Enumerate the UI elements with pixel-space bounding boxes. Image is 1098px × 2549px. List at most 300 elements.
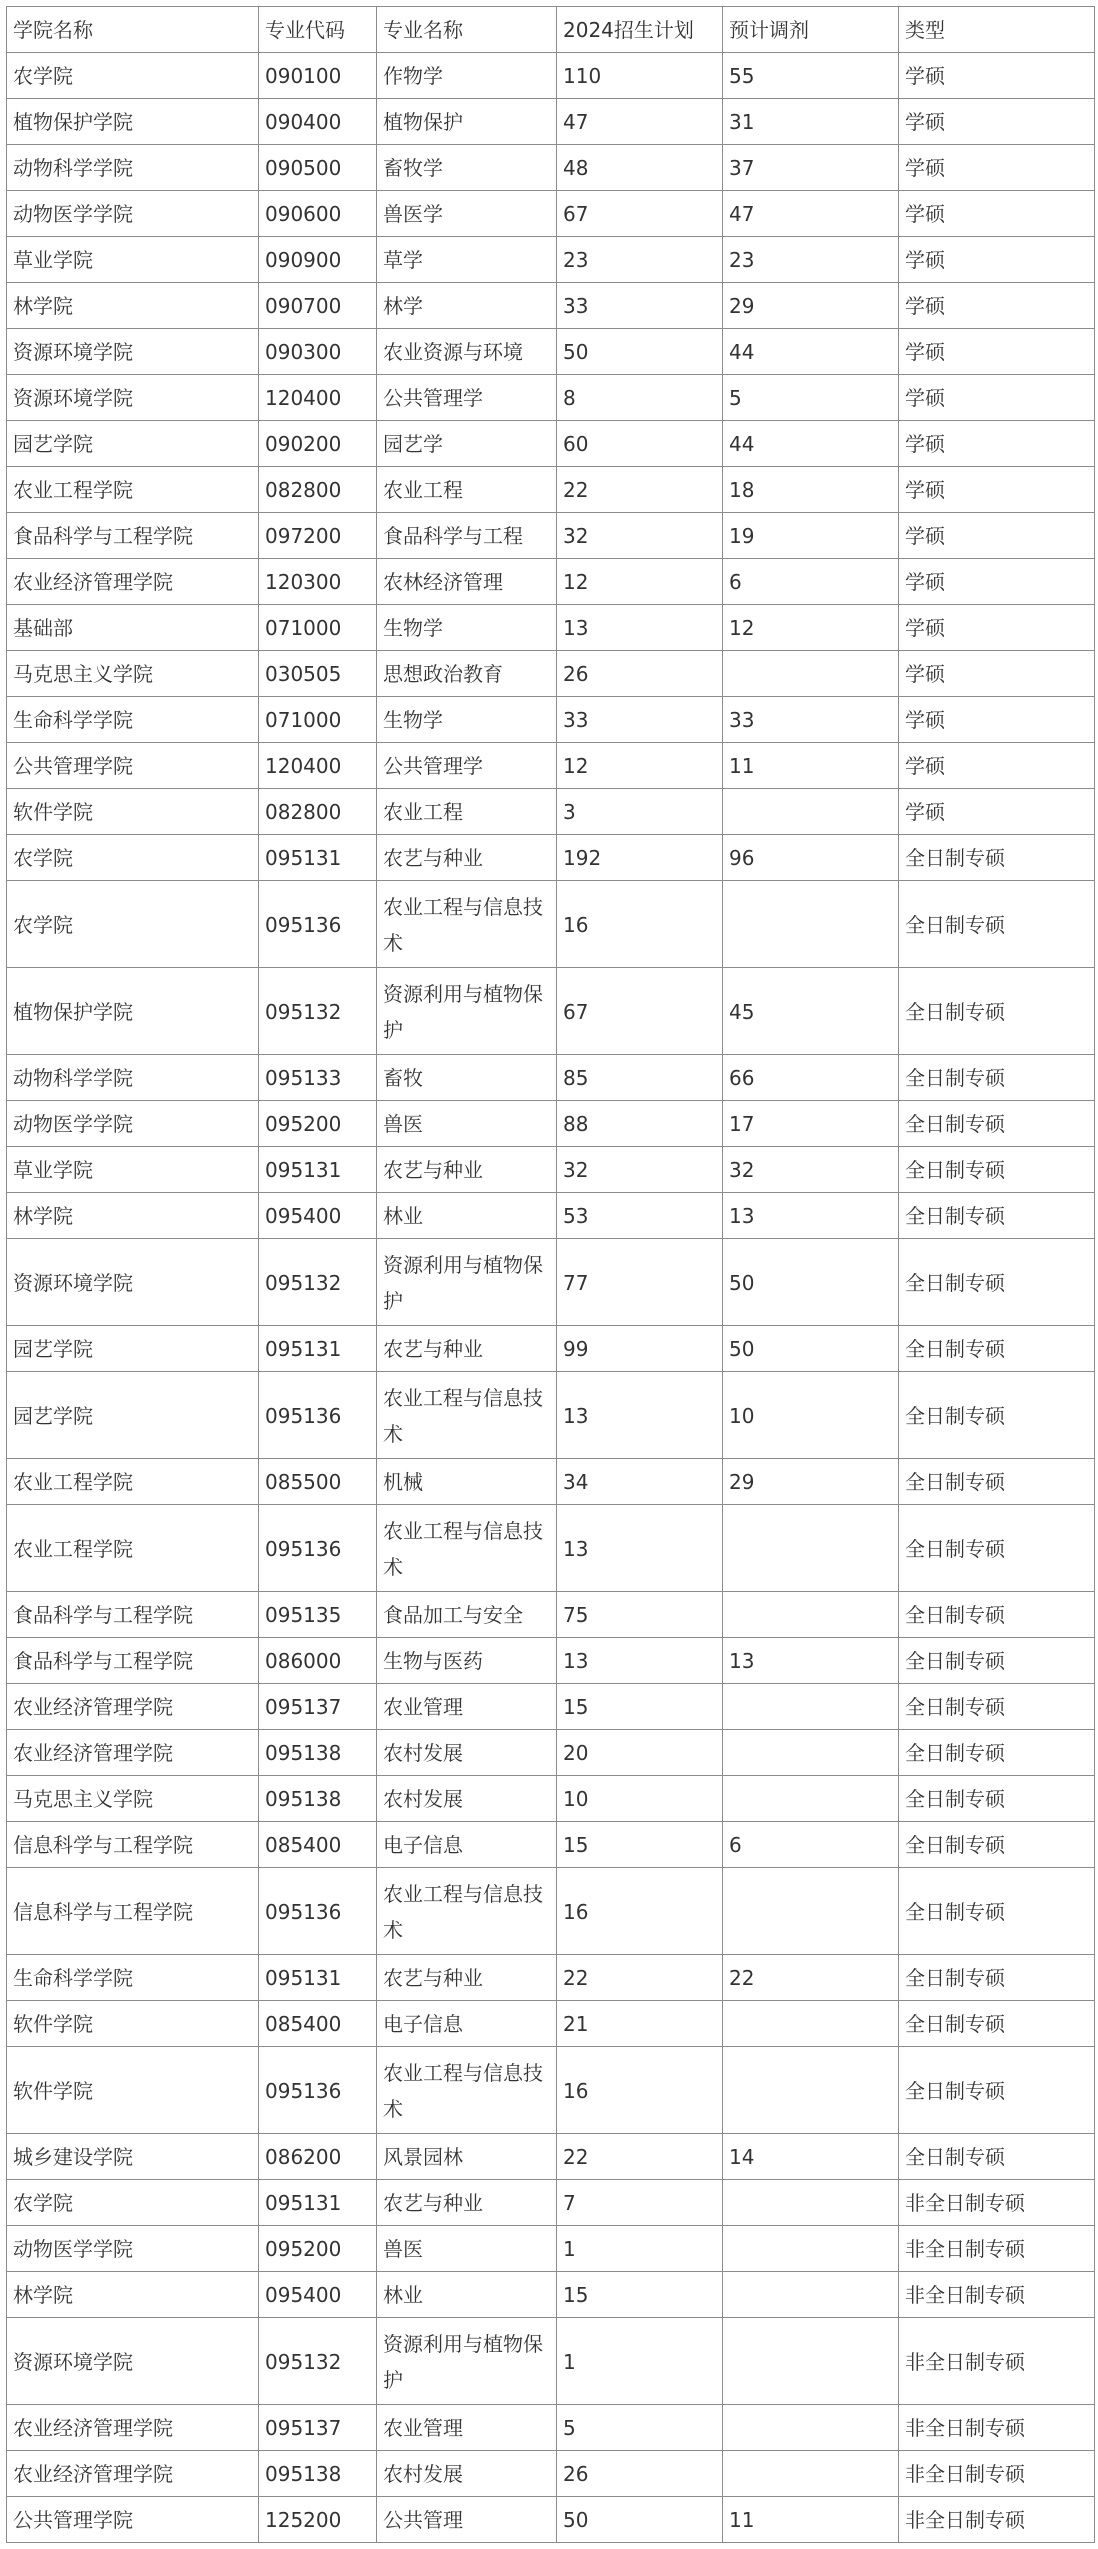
plan-cell: 50 <box>557 2497 723 2543</box>
college-cell: 软件学院 <box>7 2001 259 2047</box>
college-cell: 草业学院 <box>7 1147 259 1193</box>
table-row <box>7 1326 1095 1372</box>
plan-cell: 21 <box>557 2001 723 2047</box>
table-row <box>7 881 1095 968</box>
major-code-cell: 030505 <box>259 651 377 697</box>
type-cell: 非全日制专硕 <box>899 2497 1095 2543</box>
college-cell: 植物保护学院 <box>7 968 259 1055</box>
college-cell: 园艺学院 <box>7 1372 259 1459</box>
adjustment-cell: 13 <box>723 1638 899 1684</box>
major-code-cell: 120400 <box>259 375 377 421</box>
table-row <box>7 329 1095 375</box>
table-header <box>7 7 1095 53</box>
major-code-cell: 095136 <box>259 1868 377 1955</box>
plan-cell: 15 <box>557 1684 723 1730</box>
adjustment-cell <box>723 1684 899 1730</box>
major-code-cell: 095131 <box>259 1326 377 1372</box>
header-college: 学院名称 <box>7 7 259 53</box>
major-name-cell: 农业管理 <box>377 2405 557 2451</box>
plan-cell: 3 <box>557 789 723 835</box>
table-row <box>7 651 1095 697</box>
table-row <box>7 2318 1095 2405</box>
type-cell: 学硕 <box>899 513 1095 559</box>
type-cell: 全日制专硕 <box>899 2047 1095 2134</box>
table-row <box>7 743 1095 789</box>
college-cell: 林学院 <box>7 1193 259 1239</box>
major-name-cell: 农业资源与环境 <box>377 329 557 375</box>
major-name-cell: 农艺与种业 <box>377 835 557 881</box>
table-row <box>7 2134 1095 2180</box>
plan-cell: 22 <box>557 467 723 513</box>
type-cell: 学硕 <box>899 651 1095 697</box>
type-cell: 全日制专硕 <box>899 1776 1095 1822</box>
plan-cell: 16 <box>557 2047 723 2134</box>
major-name-cell: 农业工程与信息技术 <box>377 1868 557 1955</box>
major-code-cell: 090700 <box>259 283 377 329</box>
major-code-cell: 095400 <box>259 1193 377 1239</box>
adjustment-cell <box>723 2451 899 2497</box>
college-cell: 资源环境学院 <box>7 1239 259 1326</box>
college-cell: 植物保护学院 <box>7 99 259 145</box>
plan-cell: 22 <box>557 1955 723 2001</box>
table-row <box>7 1459 1095 1505</box>
major-code-cell: 095200 <box>259 2226 377 2272</box>
table-row <box>7 2405 1095 2451</box>
plan-cell: 99 <box>557 1326 723 1372</box>
major-name-cell: 林学 <box>377 283 557 329</box>
adjustment-cell: 44 <box>723 421 899 467</box>
major-code-cell: 095400 <box>259 2272 377 2318</box>
major-code-cell: 125200 <box>259 2497 377 2543</box>
header-major-code: 专业代码 <box>259 7 377 53</box>
major-code-cell: 095136 <box>259 2047 377 2134</box>
major-name-cell: 园艺学 <box>377 421 557 467</box>
plan-cell: 33 <box>557 283 723 329</box>
type-cell: 全日制专硕 <box>899 1101 1095 1147</box>
adjustment-cell: 19 <box>723 513 899 559</box>
plan-cell: 53 <box>557 1193 723 1239</box>
type-cell: 学硕 <box>899 467 1095 513</box>
header-type: 类型 <box>899 7 1095 53</box>
type-cell: 全日制专硕 <box>899 1147 1095 1193</box>
college-cell: 信息科学与工程学院 <box>7 1868 259 1955</box>
major-name-cell: 兽医学 <box>377 191 557 237</box>
table-row <box>7 1505 1095 1592</box>
major-code-cell: 071000 <box>259 697 377 743</box>
type-cell: 学硕 <box>899 99 1095 145</box>
table-row <box>7 1592 1095 1638</box>
major-name-cell: 农村发展 <box>377 1776 557 1822</box>
college-cell: 草业学院 <box>7 237 259 283</box>
adjustment-cell: 31 <box>723 99 899 145</box>
adjustment-cell: 14 <box>723 2134 899 2180</box>
major-code-cell: 071000 <box>259 605 377 651</box>
major-code-cell: 120300 <box>259 559 377 605</box>
table-row <box>7 1147 1095 1193</box>
type-cell: 学硕 <box>899 145 1095 191</box>
type-cell: 非全日制专硕 <box>899 2180 1095 2226</box>
adjustment-cell: 44 <box>723 329 899 375</box>
table-row <box>7 1822 1095 1868</box>
adjustment-cell: 50 <box>723 1239 899 1326</box>
college-cell: 农业经济管理学院 <box>7 1730 259 1776</box>
table-body <box>7 53 1095 2543</box>
college-cell: 动物科学学院 <box>7 1055 259 1101</box>
plan-cell: 13 <box>557 605 723 651</box>
table-row <box>7 2272 1095 2318</box>
major-name-cell: 农林经济管理 <box>377 559 557 605</box>
adjustment-cell: 22 <box>723 1955 899 2001</box>
table-row <box>7 2226 1095 2272</box>
major-code-cell: 085400 <box>259 1822 377 1868</box>
adjustment-cell <box>723 881 899 968</box>
adjustment-cell: 23 <box>723 237 899 283</box>
plan-cell: 32 <box>557 513 723 559</box>
table-row <box>7 835 1095 881</box>
major-name-cell: 资源利用与植物保护 <box>377 968 557 1055</box>
plan-cell: 15 <box>557 2272 723 2318</box>
plan-cell: 12 <box>557 743 723 789</box>
table-row <box>7 1776 1095 1822</box>
plan-cell: 48 <box>557 145 723 191</box>
type-cell: 全日制专硕 <box>899 1730 1095 1776</box>
college-cell: 农学院 <box>7 53 259 99</box>
header-major-name: 专业名称 <box>377 7 557 53</box>
table-row <box>7 1638 1095 1684</box>
table-row <box>7 1372 1095 1459</box>
major-name-cell: 农村发展 <box>377 1730 557 1776</box>
plan-cell: 47 <box>557 99 723 145</box>
table-row <box>7 99 1095 145</box>
major-name-cell: 农业工程与信息技术 <box>377 2047 557 2134</box>
type-cell: 学硕 <box>899 283 1095 329</box>
table-row <box>7 513 1095 559</box>
college-cell: 软件学院 <box>7 2047 259 2134</box>
plan-cell: 34 <box>557 1459 723 1505</box>
plan-cell: 22 <box>557 2134 723 2180</box>
table-row <box>7 2180 1095 2226</box>
type-cell: 全日制专硕 <box>899 2001 1095 2047</box>
major-code-cell: 095135 <box>259 1592 377 1638</box>
type-cell: 非全日制专硕 <box>899 2405 1095 2451</box>
type-cell: 非全日制专硕 <box>899 2318 1095 2405</box>
major-code-cell: 086200 <box>259 2134 377 2180</box>
type-cell: 学硕 <box>899 421 1095 467</box>
type-cell: 全日制专硕 <box>899 1955 1095 2001</box>
adjustment-cell: 37 <box>723 145 899 191</box>
adjustment-cell: 29 <box>723 1459 899 1505</box>
type-cell: 全日制专硕 <box>899 835 1095 881</box>
major-name-cell: 农业管理 <box>377 1684 557 1730</box>
plan-cell: 15 <box>557 1822 723 1868</box>
enrollment-table <box>6 6 1095 2543</box>
header-plan-2024: 2024招生计划 <box>557 7 723 53</box>
table-row <box>7 789 1095 835</box>
table-row <box>7 559 1095 605</box>
major-code-cell: 090600 <box>259 191 377 237</box>
college-cell: 公共管理学院 <box>7 743 259 789</box>
plan-cell: 23 <box>557 237 723 283</box>
college-cell: 林学院 <box>7 2272 259 2318</box>
major-name-cell: 农业工程 <box>377 467 557 513</box>
major-name-cell: 林业 <box>377 1193 557 1239</box>
type-cell: 全日制专硕 <box>899 968 1095 1055</box>
table-row <box>7 283 1095 329</box>
table-row <box>7 2001 1095 2047</box>
major-name-cell: 草学 <box>377 237 557 283</box>
plan-cell: 20 <box>557 1730 723 1776</box>
major-code-cell: 095131 <box>259 2180 377 2226</box>
major-code-cell: 090400 <box>259 99 377 145</box>
adjustment-cell: 11 <box>723 2497 899 2543</box>
major-code-cell: 090100 <box>259 53 377 99</box>
adjustment-cell: 6 <box>723 559 899 605</box>
table-row <box>7 1239 1095 1326</box>
college-cell: 园艺学院 <box>7 1326 259 1372</box>
plan-cell: 110 <box>557 53 723 99</box>
major-name-cell: 兽医 <box>377 1101 557 1147</box>
table-row <box>7 968 1095 1055</box>
adjustment-cell <box>723 2001 899 2047</box>
type-cell: 全日制专硕 <box>899 1239 1095 1326</box>
type-cell: 非全日制专硕 <box>899 2272 1095 2318</box>
major-name-cell: 林业 <box>377 2272 557 2318</box>
major-name-cell: 生物与医药 <box>377 1638 557 1684</box>
adjustment-cell: 12 <box>723 605 899 651</box>
major-name-cell: 植物保护 <box>377 99 557 145</box>
major-code-cell: 095138 <box>259 1776 377 1822</box>
type-cell: 学硕 <box>899 375 1095 421</box>
adjustment-cell <box>723 1776 899 1822</box>
type-cell: 全日制专硕 <box>899 1055 1095 1101</box>
adjustment-cell: 6 <box>723 1822 899 1868</box>
type-cell: 全日制专硕 <box>899 1868 1095 1955</box>
table-row <box>7 1868 1095 1955</box>
major-name-cell: 公共管理学 <box>377 743 557 789</box>
type-cell: 学硕 <box>899 329 1095 375</box>
plan-cell: 32 <box>557 1147 723 1193</box>
type-cell: 学硕 <box>899 743 1095 789</box>
college-cell: 园艺学院 <box>7 421 259 467</box>
plan-cell: 13 <box>557 1638 723 1684</box>
adjustment-cell: 32 <box>723 1147 899 1193</box>
college-cell: 软件学院 <box>7 789 259 835</box>
major-name-cell: 农艺与种业 <box>377 1326 557 1372</box>
table-row <box>7 2497 1095 2543</box>
major-code-cell: 095137 <box>259 2405 377 2451</box>
table-row <box>7 2451 1095 2497</box>
enrollment-table-container <box>6 6 1095 2543</box>
type-cell: 学硕 <box>899 191 1095 237</box>
adjustment-cell <box>723 2047 899 2134</box>
major-name-cell: 食品加工与安全 <box>377 1592 557 1638</box>
major-code-cell: 095131 <box>259 835 377 881</box>
adjustment-cell: 11 <box>723 743 899 789</box>
major-code-cell: 097200 <box>259 513 377 559</box>
plan-cell: 5 <box>557 2405 723 2451</box>
college-cell: 林学院 <box>7 283 259 329</box>
adjustment-cell <box>723 2226 899 2272</box>
plan-cell: 13 <box>557 1372 723 1459</box>
major-name-cell: 资源利用与植物保护 <box>377 2318 557 2405</box>
college-cell: 动物医学学院 <box>7 2226 259 2272</box>
major-code-cell: 095136 <box>259 1505 377 1592</box>
table-row <box>7 145 1095 191</box>
major-name-cell: 资源利用与植物保护 <box>377 1239 557 1326</box>
adjustment-cell <box>723 1730 899 1776</box>
major-name-cell: 电子信息 <box>377 2001 557 2047</box>
adjustment-cell: 5 <box>723 375 899 421</box>
table-row <box>7 2047 1095 2134</box>
plan-cell: 67 <box>557 968 723 1055</box>
table-row <box>7 237 1095 283</box>
plan-cell: 12 <box>557 559 723 605</box>
major-name-cell: 公共管理 <box>377 2497 557 2543</box>
table-row <box>7 1193 1095 1239</box>
major-code-cell: 120400 <box>259 743 377 789</box>
adjustment-cell <box>723 2318 899 2405</box>
adjustment-cell: 50 <box>723 1326 899 1372</box>
major-code-cell: 095132 <box>259 1239 377 1326</box>
plan-cell: 13 <box>557 1505 723 1592</box>
adjustment-cell <box>723 651 899 697</box>
college-cell: 动物医学学院 <box>7 191 259 237</box>
type-cell: 全日制专硕 <box>899 1326 1095 1372</box>
college-cell: 农业经济管理学院 <box>7 1684 259 1730</box>
adjustment-cell <box>723 789 899 835</box>
major-code-cell: 095137 <box>259 1684 377 1730</box>
table-row <box>7 1101 1095 1147</box>
type-cell: 学硕 <box>899 53 1095 99</box>
major-name-cell: 生物学 <box>377 697 557 743</box>
major-name-cell: 农艺与种业 <box>377 1955 557 2001</box>
table-row <box>7 1684 1095 1730</box>
type-cell: 学硕 <box>899 559 1095 605</box>
major-name-cell: 食品科学与工程 <box>377 513 557 559</box>
plan-cell: 26 <box>557 651 723 697</box>
plan-cell: 1 <box>557 2226 723 2272</box>
college-cell: 资源环境学院 <box>7 329 259 375</box>
type-cell: 全日制专硕 <box>899 881 1095 968</box>
plan-cell: 50 <box>557 329 723 375</box>
college-cell: 公共管理学院 <box>7 2497 259 2543</box>
college-cell: 马克思主义学院 <box>7 651 259 697</box>
adjustment-cell: 10 <box>723 1372 899 1459</box>
type-cell: 全日制专硕 <box>899 1193 1095 1239</box>
adjustment-cell <box>723 1505 899 1592</box>
major-code-cell: 095138 <box>259 1730 377 1776</box>
major-name-cell: 农村发展 <box>377 2451 557 2497</box>
college-cell: 信息科学与工程学院 <box>7 1822 259 1868</box>
major-code-cell: 095200 <box>259 1101 377 1147</box>
college-cell: 食品科学与工程学院 <box>7 1592 259 1638</box>
plan-cell: 7 <box>557 2180 723 2226</box>
adjustment-cell: 66 <box>723 1055 899 1101</box>
major-name-cell: 思想政治教育 <box>377 651 557 697</box>
type-cell: 全日制专硕 <box>899 1638 1095 1684</box>
table-row <box>7 1730 1095 1776</box>
college-cell: 农业工程学院 <box>7 1505 259 1592</box>
college-cell: 农业经济管理学院 <box>7 2405 259 2451</box>
plan-cell: 67 <box>557 191 723 237</box>
plan-cell: 85 <box>557 1055 723 1101</box>
plan-cell: 33 <box>557 697 723 743</box>
major-name-cell: 农艺与种业 <box>377 2180 557 2226</box>
major-name-cell: 兽医 <box>377 2226 557 2272</box>
college-cell: 动物科学学院 <box>7 145 259 191</box>
type-cell: 全日制专硕 <box>899 1592 1095 1638</box>
type-cell: 非全日制专硕 <box>899 2226 1095 2272</box>
major-name-cell: 农业工程 <box>377 789 557 835</box>
major-name-cell: 农业工程与信息技术 <box>377 1505 557 1592</box>
major-name-cell: 农艺与种业 <box>377 1147 557 1193</box>
table-row <box>7 605 1095 651</box>
plan-cell: 77 <box>557 1239 723 1326</box>
college-cell: 生命科学学院 <box>7 1955 259 2001</box>
table-row <box>7 53 1095 99</box>
major-code-cell: 095136 <box>259 1372 377 1459</box>
plan-cell: 192 <box>557 835 723 881</box>
adjustment-cell: 45 <box>723 968 899 1055</box>
adjustment-cell <box>723 2405 899 2451</box>
college-cell: 农学院 <box>7 881 259 968</box>
adjustment-cell: 13 <box>723 1193 899 1239</box>
adjustment-cell: 55 <box>723 53 899 99</box>
header-row <box>7 7 1095 53</box>
type-cell: 全日制专硕 <box>899 1684 1095 1730</box>
adjustment-cell <box>723 2272 899 2318</box>
college-cell: 食品科学与工程学院 <box>7 513 259 559</box>
college-cell: 食品科学与工程学院 <box>7 1638 259 1684</box>
college-cell: 农业经济管理学院 <box>7 2451 259 2497</box>
major-name-cell: 作物学 <box>377 53 557 99</box>
major-code-cell: 090300 <box>259 329 377 375</box>
type-cell: 全日制专硕 <box>899 1459 1095 1505</box>
table-row <box>7 697 1095 743</box>
major-code-cell: 095131 <box>259 1955 377 2001</box>
adjustment-cell: 47 <box>723 191 899 237</box>
table-row <box>7 1955 1095 2001</box>
college-cell: 农业经济管理学院 <box>7 559 259 605</box>
adjustment-cell: 33 <box>723 697 899 743</box>
type-cell: 全日制专硕 <box>899 2134 1095 2180</box>
major-name-cell: 风景园林 <box>377 2134 557 2180</box>
type-cell: 学硕 <box>899 605 1095 651</box>
major-code-cell: 082800 <box>259 467 377 513</box>
plan-cell: 88 <box>557 1101 723 1147</box>
college-cell: 基础部 <box>7 605 259 651</box>
adjustment-cell <box>723 1592 899 1638</box>
major-code-cell: 090500 <box>259 145 377 191</box>
adjustment-cell: 17 <box>723 1101 899 1147</box>
major-name-cell: 农业工程与信息技术 <box>377 881 557 968</box>
plan-cell: 16 <box>557 1868 723 1955</box>
table-row <box>7 191 1095 237</box>
college-cell: 农业工程学院 <box>7 467 259 513</box>
major-code-cell: 086000 <box>259 1638 377 1684</box>
major-code-cell: 090200 <box>259 421 377 467</box>
type-cell: 全日制专硕 <box>899 1372 1095 1459</box>
major-name-cell: 机械 <box>377 1459 557 1505</box>
college-cell: 资源环境学院 <box>7 375 259 421</box>
table-row <box>7 467 1095 513</box>
plan-cell: 8 <box>557 375 723 421</box>
major-code-cell: 095133 <box>259 1055 377 1101</box>
plan-cell: 1 <box>557 2318 723 2405</box>
adjustment-cell <box>723 1868 899 1955</box>
major-code-cell: 085500 <box>259 1459 377 1505</box>
college-cell: 资源环境学院 <box>7 2318 259 2405</box>
